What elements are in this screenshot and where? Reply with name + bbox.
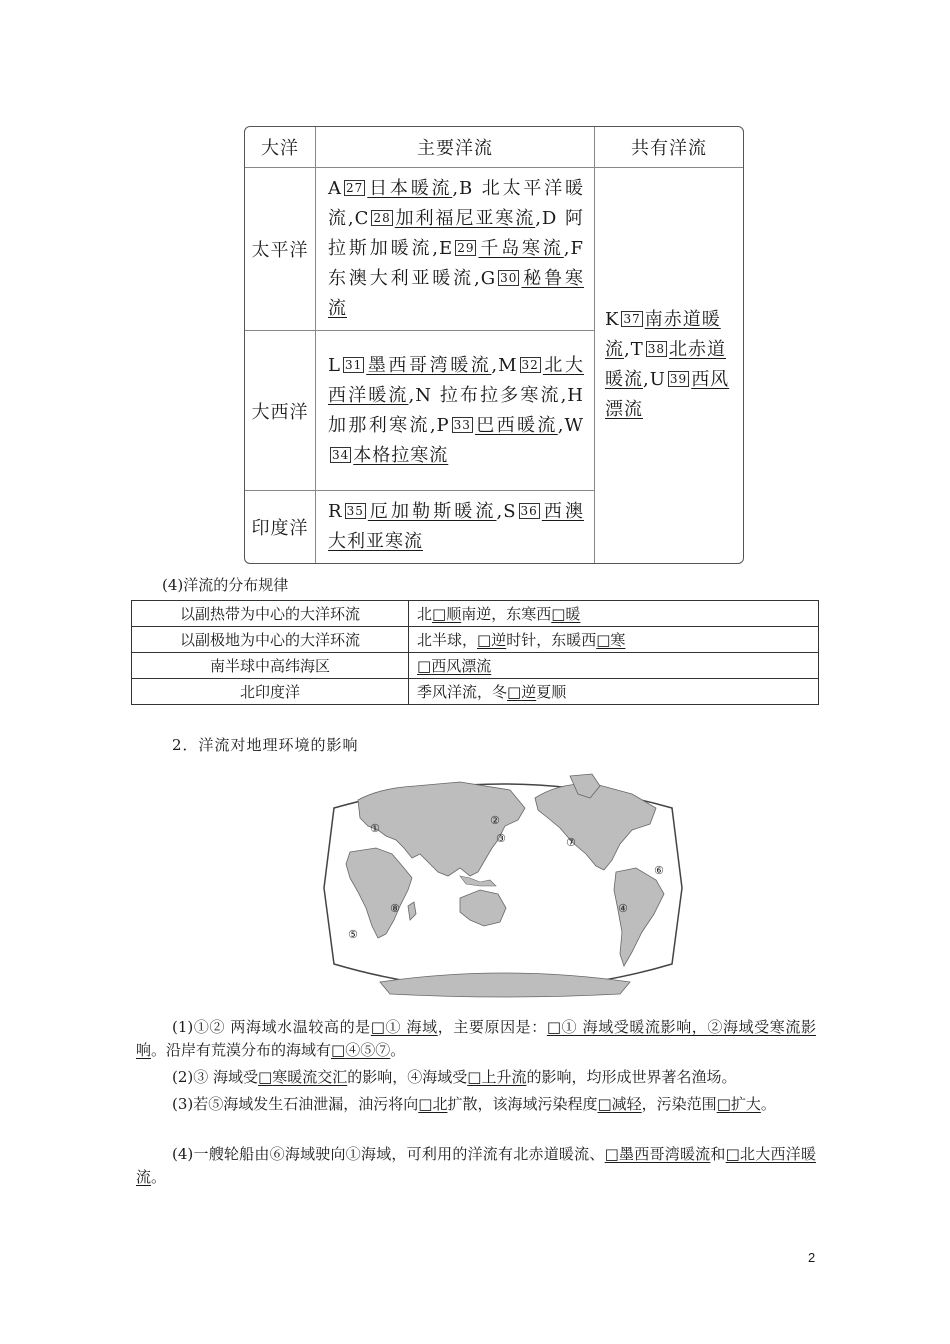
answer: 巴西暖流 — [474, 414, 558, 436]
text: A — [328, 178, 342, 199]
answer: 上升流 — [481, 1068, 527, 1086]
header-ocean: 大洋 — [245, 127, 316, 168]
text: 。沿岸有荒漠分布的海域有 — [151, 1041, 332, 1059]
text: (2)③ 海域受 — [172, 1068, 259, 1086]
marker-6: ⑥ — [654, 864, 664, 877]
text: 。 — [390, 1041, 406, 1059]
blank-number: 38 — [647, 342, 666, 357]
text: ,M — [491, 354, 518, 376]
text: ,U — [643, 369, 666, 391]
answer: 减轻 — [611, 1095, 642, 1113]
blank-number: 33 — [453, 417, 471, 432]
marker-3: ③ — [496, 832, 506, 845]
row-value: 北□顺南逆，东寒西□暖 — [409, 601, 819, 627]
marker-5: ⑤ — [348, 928, 358, 941]
answer: 暖 — [565, 605, 581, 623]
marker-7: ⑦ — [566, 836, 576, 849]
page-number: 2 — [808, 1250, 816, 1265]
text: ,F 东澳大利亚暖流,G — [328, 238, 584, 289]
answer: 西澳大利亚寒流 — [328, 501, 585, 552]
table-row — [132, 653, 819, 679]
blank-number: 29 — [457, 241, 475, 255]
blank-number: 27 — [346, 181, 364, 195]
table-row — [132, 679, 819, 705]
blank-number: 31 — [344, 357, 363, 372]
answer: 秘鲁寒流 — [328, 268, 585, 319]
marker-8: ⑧ — [390, 902, 400, 915]
blank-number: 32 — [521, 357, 539, 372]
text: ,T — [624, 339, 644, 361]
text: 。 — [760, 1095, 776, 1113]
answer: 日本暖流 — [367, 178, 453, 199]
distribution-heading: (4)洋流的分布规律 — [162, 576, 289, 594]
blank-number: 28 — [373, 211, 391, 225]
answer: 加利福尼亚寒流 — [394, 208, 536, 229]
answer: 墨西哥湾暖流 — [619, 1145, 711, 1163]
table-row — [132, 601, 819, 627]
ocean-name-atlantic: 大西洋 — [245, 331, 316, 491]
text: 。 — [151, 1168, 167, 1186]
text: 北半球， — [417, 631, 478, 649]
text: L — [328, 354, 341, 376]
blank-number: 30 — [500, 271, 518, 285]
text: ，污染范围 — [641, 1095, 717, 1113]
ocean-name-indian: 印度洋 — [245, 491, 316, 564]
world-map — [320, 768, 686, 1002]
shared-currents — [595, 168, 744, 564]
marker-2: ② — [490, 814, 500, 827]
question-1: (1)①② 两海域水温较高的是□① 海域，主要原因是：□① 海域受暖流影响，②海域受寒流影响。沿岸有荒漠分布的海域有□④⑤⑦。 — [136, 1018, 816, 1059]
answer: ① 海域受暖流影响，②海域受寒流影响 — [136, 1018, 816, 1059]
row-label: 以副热带为中心的大洋环流 — [132, 601, 409, 627]
blank-number: 35 — [346, 504, 364, 518]
text: (4)一艘轮船由⑥海域驶向①海域，可利用的洋流有北赤道暖流、 — [172, 1145, 605, 1163]
question-2: (2)③ 海域受□寒暖流交汇的影响，④海域受□上升流的影响，均形成世界著名渔场。 — [172, 1068, 737, 1086]
text: K — [605, 309, 620, 331]
row-value: 北半球，□逆时针，东暖西□寒 — [409, 627, 819, 653]
answer: 寒暖流交汇 — [272, 1068, 348, 1086]
indian-currents — [316, 491, 595, 564]
blank-number: 36 — [520, 504, 538, 518]
answer: ④⑤⑦ — [345, 1041, 391, 1059]
text: ,N 拉布拉多寒流,H 加那利寒流,P — [328, 384, 584, 436]
row-label: 以副极地为中心的大洋环流 — [132, 627, 409, 653]
text: ,S — [496, 501, 517, 522]
answer: 扩大 — [730, 1095, 761, 1113]
marker-1: ① — [370, 822, 380, 835]
marker-4: ④ — [618, 902, 628, 915]
answer: 南赤道暖流 — [605, 309, 721, 361]
pacific-currents — [316, 168, 595, 331]
row-value: 季风洋流，冬□逆夏顺 — [409, 679, 819, 705]
blank-number: 37 — [623, 312, 641, 327]
text: 的影响，④海域受 — [347, 1068, 468, 1086]
distribution-table — [131, 600, 819, 705]
text: 季风洋流，冬 — [417, 683, 508, 701]
blank-number: 34 — [332, 447, 350, 462]
row-label: 南半球中高纬海区 — [132, 653, 409, 679]
answer: 厄加勒斯暖流 — [367, 501, 497, 522]
answer: 本格拉寒流 — [353, 444, 449, 466]
question-3: (3)若⑤海域发生石油泄漏，油污将向□北扩散，该海域污染程度□减轻，污染范围□扩大。 — [172, 1095, 776, 1113]
answer: 墨西哥湾暖流 — [366, 354, 492, 376]
text: R — [328, 501, 343, 522]
answer: ① 海域 — [385, 1018, 438, 1036]
answer: 逆 — [491, 631, 507, 649]
text: 和 — [710, 1145, 726, 1163]
answer: 西风漂流 — [431, 657, 492, 675]
blank-number: 39 — [669, 372, 688, 387]
question-4: (4)一艘轮船由⑥海域驶向①海域，可利用的洋流有北赤道暖流、□墨西哥湾暖流和□北大西洋暖流。 — [136, 1145, 816, 1186]
answer: 北 — [432, 1095, 448, 1113]
text: ,W — [557, 414, 584, 436]
text: 扩散，该海域污染程度 — [447, 1095, 598, 1113]
header-main-currents: 主要洋流 — [316, 127, 595, 168]
text: 时针，东暖西 — [506, 631, 597, 649]
answer: 千岛寒流 — [478, 238, 564, 259]
row-value: □西风漂流 — [409, 653, 819, 679]
section-heading: 2．洋流对地理环境的影响 — [172, 736, 359, 754]
answer: 顺 — [446, 605, 462, 623]
text: 北 — [417, 605, 433, 623]
text: 夏顺 — [536, 683, 567, 701]
row-label: 北印度洋 — [132, 679, 409, 705]
atlantic-currents — [316, 331, 595, 491]
answer: 逆 — [521, 683, 537, 701]
answer: 北大西洋暖流 — [136, 1145, 816, 1186]
answer: 北赤道暖流 — [605, 339, 727, 391]
ocean-name-pacific: 太平洋 — [245, 168, 316, 331]
text: (1)①② 两海域水温较高的是 — [172, 1018, 371, 1036]
text: ,D 阿拉斯加暖流,E — [328, 208, 585, 259]
answer: 北大西洋暖流 — [328, 354, 585, 406]
header-shared-currents: 共有洋流 — [595, 127, 744, 168]
text: ,B 北太平洋暖流,C — [328, 178, 585, 229]
table-row — [132, 627, 819, 653]
answer: 西风漂流 — [605, 369, 730, 421]
text: (3)若⑤海域发生石油泄漏，油污将向 — [172, 1095, 419, 1113]
ocean-currents-table — [244, 126, 744, 564]
answer: 寒 — [610, 631, 626, 649]
text: 南逆，东寒西 — [461, 605, 552, 623]
text: ，主要原因是： — [437, 1018, 547, 1036]
text: 的影响，均形成世界著名渔场。 — [526, 1068, 737, 1086]
